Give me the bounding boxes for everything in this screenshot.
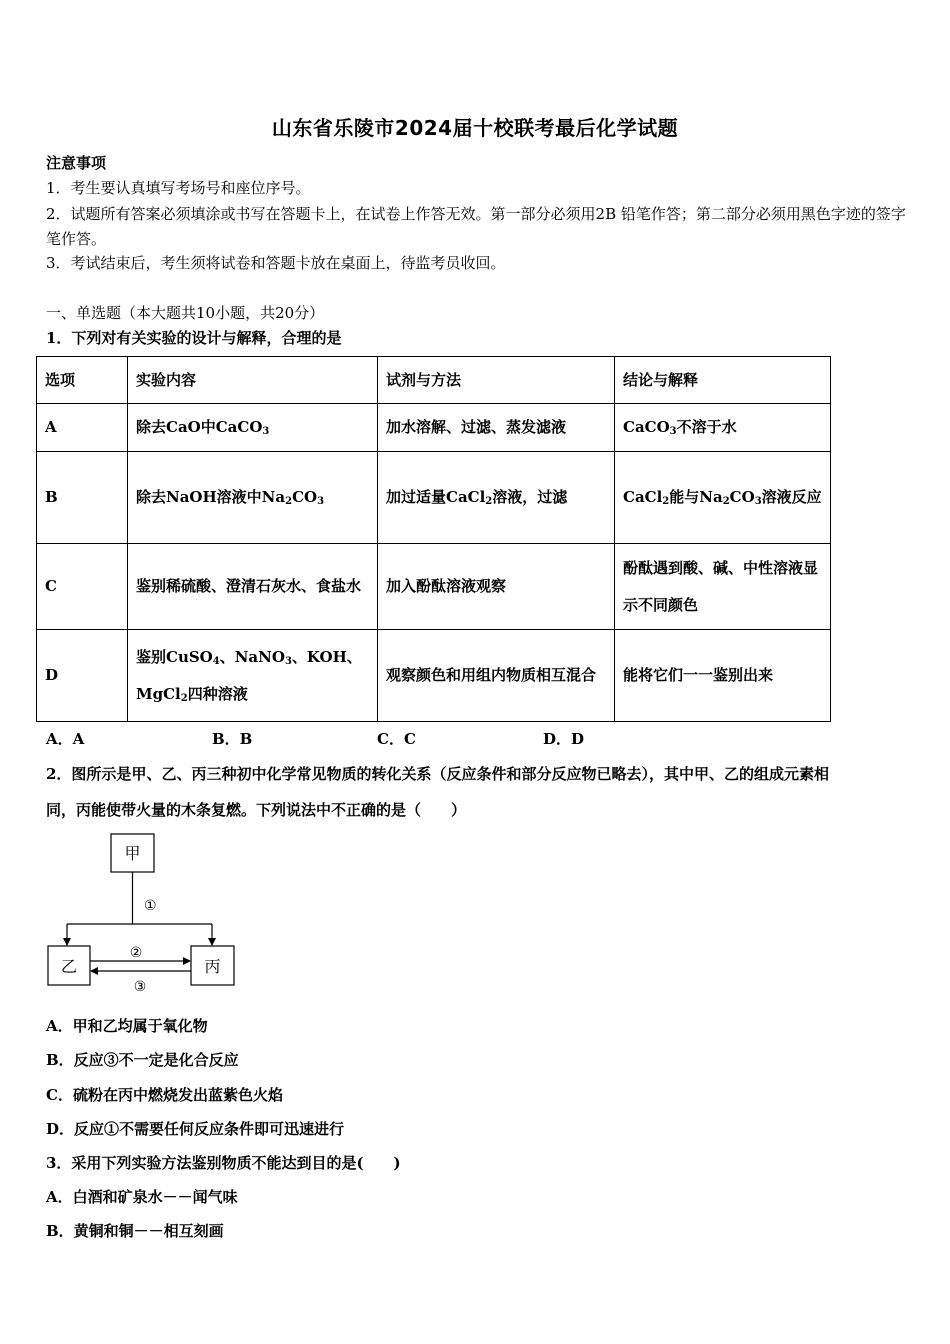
- row-content: 鉴别稀硫酸、澄清石灰水、食盐水: [128, 544, 378, 630]
- q3-stem: 3．采用下列实验方法鉴别物质不能达到目的是( ): [46, 1154, 401, 1172]
- q2-option-d: D．反应①不需要任何反应条件即可迅速进行: [46, 1120, 345, 1138]
- q1-choice-d: D．D: [543, 730, 585, 748]
- header-option: 选项: [37, 357, 128, 404]
- notice-item-3: 3．考试结束后，考生须将试卷和答题卡放在桌面上，待监考员收回。: [46, 254, 506, 272]
- q1-stem: 1．下列对有关实验的设计与解释，合理的是: [46, 329, 342, 347]
- notice-item-2: 2．试题所有答案必须填涂或书写在答题卡上，在试卷上作答无效。第一部分必须用2B 铅笔作答；第二部分必须用黑色字迹的签字笔作答。: [46, 205, 906, 248]
- table-row: [37, 544, 831, 630]
- row-content: 除去NaOH溶液中$Na_2CO_3$: [128, 452, 378, 544]
- row-content: 鉴别CuSO$_4$、NaNO$_3$、KOH、MgCl$_2$四种溶液: [128, 630, 378, 722]
- q2-stem-line1: 2．图所示是甲、乙、丙三种初中化学常见物质的转化关系（反应条件和部分反应物已略去），其中甲、乙的组成元素相: [46, 765, 829, 783]
- row-option: A: [37, 404, 128, 452]
- q2-option-b: B．反应③不一定是化合反应: [46, 1051, 239, 1069]
- yi-label: 乙: [60, 957, 78, 976]
- row-method: 加过适量CaCl$_2$溶液，过滤: [378, 452, 615, 544]
- header-reason: 结论与解释: [615, 357, 831, 404]
- reaction-2-label: ②: [129, 945, 143, 961]
- bing-label: 丙: [204, 957, 221, 976]
- section-heading: 一、单选题（本大题共10小题，共20分）: [46, 304, 325, 322]
- notice-heading: 注意事项: [46, 154, 107, 172]
- q3-option-b: B．黄铜和铜－－相互刻画: [46, 1222, 224, 1240]
- row-option: D: [37, 630, 128, 722]
- q3-option-a: A．白酒和矿泉水－－闻气味: [46, 1188, 238, 1206]
- q2-stem-line2: 同，丙能使带火量的木条复燃。下列说法中不正确的是（ ）: [46, 801, 467, 819]
- q2-diagram: [40, 826, 260, 1006]
- notice-item-1: 1．考生要认真填写考场号和座位序号。: [46, 179, 311, 197]
- q1-table: [36, 356, 831, 722]
- row-option: C: [37, 544, 128, 630]
- q2-option-c: C．硫粉在丙中燃烧发出蓝紫色火焰: [46, 1086, 283, 1104]
- row-content: 除去CaO中CaCO$_3$: [128, 404, 378, 452]
- q1-choice-b: B．B: [212, 730, 253, 748]
- row-option: B: [37, 452, 128, 544]
- header-content: 实验内容: [128, 357, 378, 404]
- table-row: [37, 404, 831, 452]
- row-method: 加入酚酞溶液观察: [378, 544, 615, 630]
- exam-title: 山东省乐陵市2024届十校联考最后化学试题: [271, 116, 679, 140]
- row-reason: 酚酞遇到酸、碱、中性溶液显示不同颜色: [615, 544, 831, 630]
- jia-label: 甲: [124, 844, 141, 863]
- row-reason: 能将它们一一鉴别出来: [615, 630, 831, 722]
- table-row: [37, 630, 831, 722]
- q1-header-row: [37, 357, 831, 404]
- row-method: 加水溶解、过滤、蒸发滤液: [378, 404, 615, 452]
- q1-choice-c: C．C: [377, 730, 416, 748]
- q2-option-a: A．甲和乙均属于氧化物: [46, 1017, 208, 1035]
- reaction-3-label: ③: [133, 979, 147, 995]
- reaction-1-label: ①: [144, 898, 157, 914]
- row-reason: CaCl$_2$能与$Na_2CO_3$溶液反应: [615, 452, 831, 544]
- header-method: 试剂与方法: [378, 357, 615, 404]
- row-reason: CaCO$_3$不溶于水: [615, 404, 831, 452]
- table-row: [37, 452, 831, 544]
- row-method: 观察颜色和用组内物质相互混合: [378, 630, 615, 722]
- q1-choice-a: A．A: [46, 730, 85, 748]
